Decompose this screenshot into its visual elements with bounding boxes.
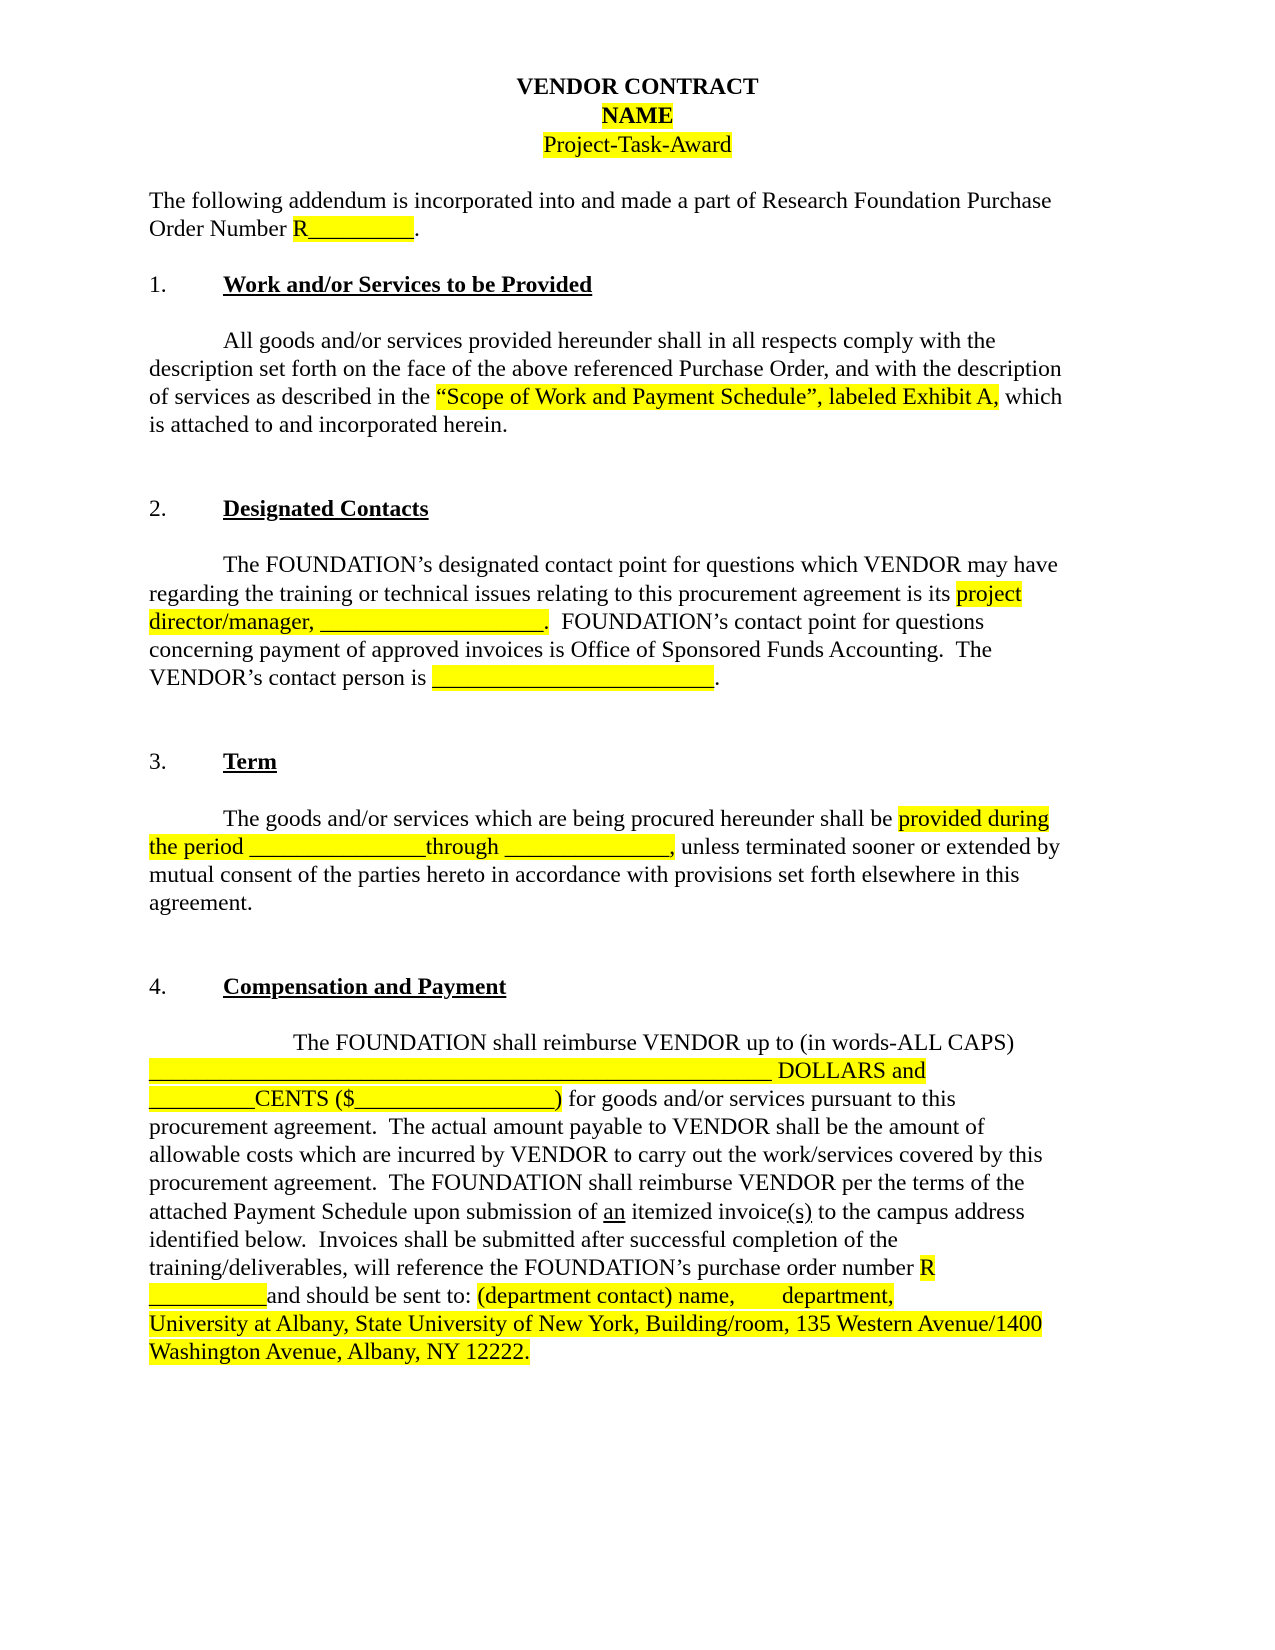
section-3-heading: Term [223,749,277,775]
section-4-line-4: procurement agreement. The actual amount payable to VENDOR shall be the amount of [149,1114,985,1140]
s3-text-a: The goods and/or services which are being procured hereunder shall be [223,806,899,832]
an-underlined: an [603,1199,626,1225]
section-4-line-9 [149,1254,935,1282]
section-4-number: 4. [149,974,167,1000]
director-manager-blank: director/manager, ___________________. [149,609,550,635]
address-highlight-2: Washington Avenue, Albany, NY 12222. [149,1339,531,1365]
section-4-heading: Compensation and Payment [223,974,507,1000]
section-2-line-3 [149,608,984,636]
s4-text-b: attached Payment Schedule upon submission of [149,1199,604,1225]
section-3-line-2 [149,833,1060,861]
s3-text-b: unless terminated sooner or extended by [675,834,1061,860]
department-contact-highlight: (department contact) name, department, [477,1283,894,1309]
section-1-line-4: is attached to and incorporated herein. [149,412,508,438]
section-4-line-11 [149,1310,1042,1338]
section-4-line-5: allowable costs which are incurred by VENDOR to carry out the work/services covered by this [149,1142,1043,1168]
section-3-line-1 [223,805,1049,833]
section-1-line-1: All goods and/or services provided hereunder shall in all respects comply with the [223,328,996,354]
s4-text-e: training/deliverables, will reference the FOUNDATION’s purchase order number [149,1255,920,1281]
section-3-number: 3. [149,749,167,775]
section-4-line-12 [149,1338,530,1366]
s1-text-b: which [998,384,1063,410]
project-highlight: project [956,581,1022,607]
project-task-award [0,131,1275,160]
s2-text-a: regarding the training or technical issues relating to this procurement agreement is its [149,581,957,607]
section-1-number: 1. [149,272,167,298]
s-underlined: (s) [787,1199,813,1225]
section-4-line-6: procurement agreement. The FOUNDATION shall reimburse VENDOR per the terms of the [149,1170,1025,1196]
intro-text: Order Number [149,216,293,242]
s4-text-d: to the campus address [812,1199,1025,1225]
intro-line-1: The following addendum is incorporated into and made a part of Research Foundation Purchase [149,188,1052,214]
section-4-line-3 [149,1085,956,1113]
term-period-blanks: the period _______________through ______________, [149,834,676,860]
section-4-line-8: identified below. Invoices shall be submitted after successful completion of the [149,1227,898,1253]
s4-text-f: and should be sent to: [266,1283,478,1309]
po-r-highlight: R [919,1255,936,1281]
contract-name-text: NAME [601,103,674,129]
s2-text-c: VENDOR’s contact person is [149,665,433,691]
document-title: VENDOR CONTRACT [516,74,759,100]
dollars-blank: _____________________________________________________ DOLLARS and [149,1058,926,1084]
section-1-line-2: description set forth on the face of the above referenced Purchase Order, and with the description [149,356,1062,382]
project-task-award-text: Project-Task-Award [543,132,732,158]
section-2-line-4: concerning payment of approved invoices is Office of Sponsored Funds Accounting. The [149,637,992,663]
s2-text-b: FOUNDATION’s contact point for questions [549,609,985,635]
po-number-blank: R_________ [292,216,414,242]
contract-name [0,102,1275,131]
provided-during-highlight: provided during [898,806,1050,832]
section-2-line-2 [149,580,1022,608]
section-4-line-2 [149,1057,926,1085]
cents-blank: _________CENTS ($_________________) [149,1086,563,1112]
section-2-heading: Designated Contacts [223,496,429,522]
section-3-line-3: mutual consent of the parties hereto in accordance with provisions set forth elsewhere in this [149,862,1020,888]
section-2-line-1: The FOUNDATION’s designated contact point for questions which VENDOR may have [223,552,1058,578]
s2-period: . [714,665,721,691]
section-3-line-4: agreement. [149,890,253,916]
section-1-line-3 [149,383,1062,411]
intro-line-2 [149,215,420,243]
intro-period: . [414,216,420,242]
section-2-number: 2. [149,496,167,522]
address-highlight-1: University at Albany, State University of New York, Building/room, 135 Western Avenue/1400 [149,1311,1043,1337]
po-number-blank-2: __________ [149,1283,267,1309]
s1-text-a: of services as described in the [149,384,437,410]
vendor-contact-blank: ________________________ [432,665,715,691]
s4-text-a: for goods and/or services pursuant to this [562,1086,956,1112]
section-4-line-1: The FOUNDATION shall reimburse VENDOR up to (in words-ALL CAPS) [293,1030,1015,1056]
section-4-line-10 [149,1282,894,1310]
s4-text-c: itemized invoice [625,1199,788,1225]
section-4-line-7 [149,1198,1025,1226]
section-1-heading: Work and/or Services to be Provided [223,272,593,298]
section-2-line-5 [149,664,720,692]
scope-of-work-reference: “Scope of Work and Payment Schedule”, labeled Exhibit A, [436,384,999,410]
